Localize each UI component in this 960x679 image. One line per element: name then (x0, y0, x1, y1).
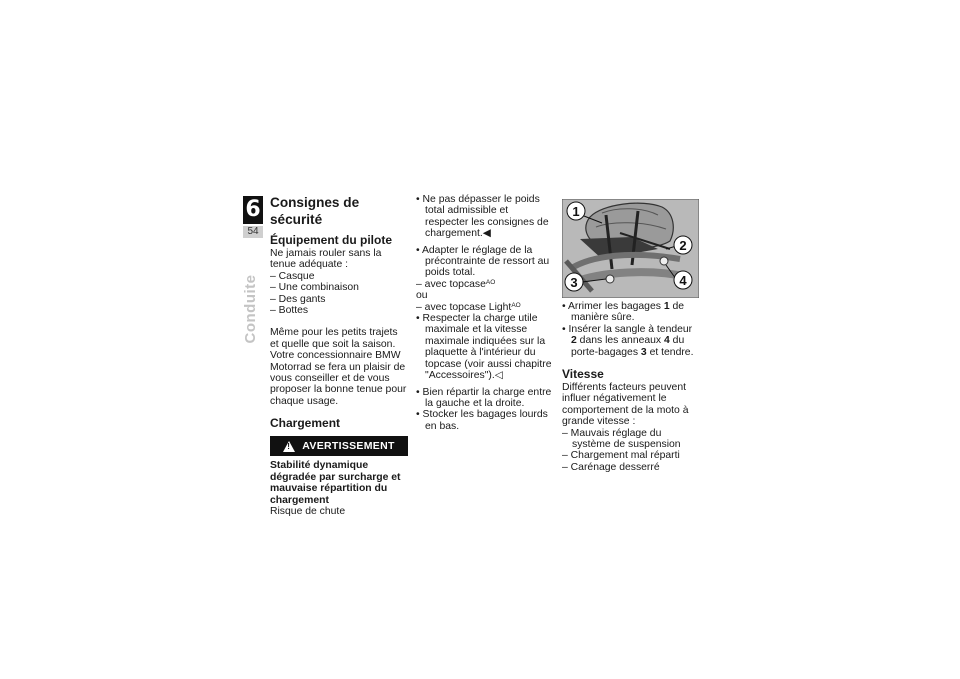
list-item: – Bottes (270, 305, 309, 317)
warning-label: AVERTISSEMENT (302, 439, 395, 452)
list-item: – Carénage desserré (562, 461, 660, 473)
equipment-intro: Ne jamais rouler sans la tenue adéquate : (270, 248, 382, 271)
list-item: – Une combinaison (270, 282, 359, 294)
luggage-figure (562, 199, 699, 298)
figure-label-1: 1 (572, 204, 580, 219)
figure-label-4: 4 (679, 273, 687, 288)
figure-label-2: 2 (679, 238, 687, 253)
chapter-tab (243, 196, 263, 238)
list-item: • Arrimer les bagages 1 de manière sûre. (562, 301, 685, 324)
option-or: ou (416, 290, 428, 302)
option-topcase: – avec topcase$^{AO}$ (416, 278, 496, 290)
heading-rider-equipment: Équipement du pilote (270, 233, 392, 247)
warning-triangle-icon (283, 441, 295, 452)
warning-text: Risque de chute (270, 505, 346, 517)
column-loading (416, 194, 552, 437)
warning-title: Stabilité dynamique dégradée par surcharge et mauvaise répartition du chargement (270, 460, 401, 506)
column-speed (562, 301, 698, 473)
option-topcase-light: – avec topcase Light$^{AO}$ (416, 301, 521, 313)
speed-intro: Différents facteurs peuvent influer négativement le comportement de la moto à grande vitesse : (562, 382, 689, 428)
heading-loading: Chargement (270, 416, 341, 431)
warning-banner (270, 436, 408, 456)
list-item: – Des gants (270, 293, 326, 305)
page-number: 54 (243, 226, 263, 238)
list-item: – Casque (270, 270, 315, 282)
list-item: • Bien répartir la charge entre la gauche et la droite. (416, 386, 552, 409)
list-item: – Mauvais réglage du système de suspension (562, 427, 681, 451)
list-item: • Stocker les bagages lourds en bas. (416, 409, 548, 432)
heading-speed: Vitesse (562, 367, 604, 382)
luggage-illustration (562, 199, 699, 298)
list-item: • Respecter la charge utile maximale et la vitesse maximale indiquées sur la plaquette à l'intérieur du topcase (voir aussi chapitre "Accessoires").◁ (416, 313, 552, 382)
column-safety (270, 194, 408, 517)
list-item: – Chargement mal réparti (562, 450, 680, 462)
list-item: • Ne pas dépasser le poids total admissible et respecter les consignes de chargement.◀ (416, 194, 549, 240)
list-item: • Adapter le réglage de la précontrainte de ressort au poids total. (416, 244, 550, 279)
page-title: Consignes de sécurité (270, 195, 360, 227)
list-item: • Insérer la sangle à tendeur 2 dans les anneaux 4 du porte-bagages 3 et tendre. (562, 323, 694, 358)
chapter-number: 6 (243, 196, 263, 224)
figure-label-3: 3 (570, 275, 578, 290)
equipment-paragraph: Même pour les petits trajets et quelle que soit la saison. Votre concessionnaire BMW Motorrad se fera un plaisir de vous conseiller et de vous proposer la bonne tenue pour chaque usage. (270, 327, 407, 407)
chapter-title: Conduite (242, 274, 259, 344)
